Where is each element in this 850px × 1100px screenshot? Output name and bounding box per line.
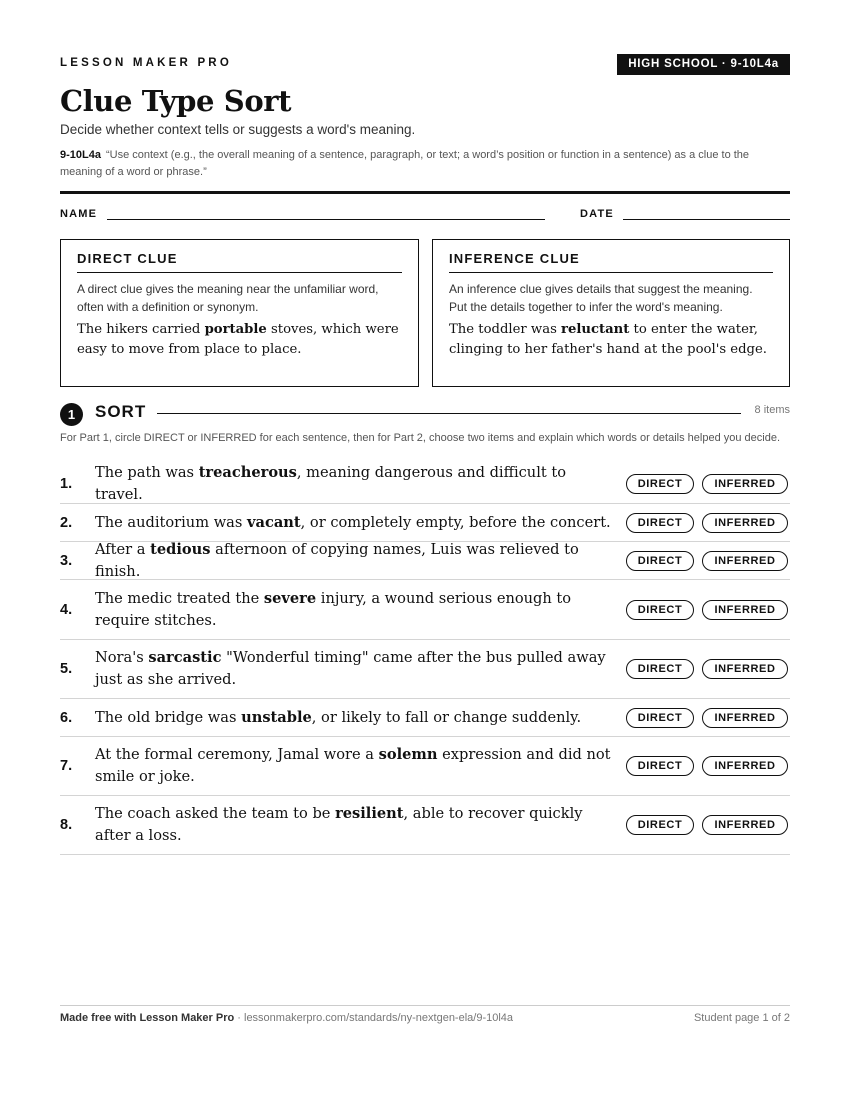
header-divider bbox=[60, 191, 790, 194]
choice-group bbox=[626, 659, 788, 679]
choice-group bbox=[626, 756, 788, 776]
direct-clue-description: A direct clue gives the meaning near the unfamiliar word, often with a definition or synonym. bbox=[77, 282, 379, 314]
direct-choice-button[interactable]: DIRECT bbox=[626, 815, 694, 835]
inference-clue-box bbox=[432, 239, 790, 387]
example-target-word: portable bbox=[204, 322, 267, 337]
section-title: SORT bbox=[95, 402, 147, 421]
direct-choice-button[interactable]: DIRECT bbox=[626, 708, 694, 728]
footer-credit bbox=[60, 1012, 513, 1024]
item-number: 1. bbox=[60, 476, 73, 492]
brand-name: LESSON MAKER PRO bbox=[60, 57, 232, 69]
choice-group bbox=[626, 600, 788, 620]
inference-clue-description: An inference clue gives details that suggest the meaning. Put the details together to infer the word's meaning. bbox=[449, 282, 753, 314]
item-sentence: At the formal ceremony, Jamal wore a solemn expression and did not smile or joke. bbox=[95, 746, 611, 785]
direct-choice-button[interactable]: DIRECT bbox=[626, 474, 694, 494]
direct-clue-example: The hikers carried portable stoves, which were easy to move from place to place. bbox=[77, 322, 399, 357]
inferred-choice-button[interactable]: INFERRED bbox=[702, 756, 788, 776]
target-word: sarcastic bbox=[148, 649, 222, 666]
item-row bbox=[60, 796, 790, 855]
item-sentence: The medic treated the severe injury, a wound serious enough to require stitches. bbox=[95, 589, 572, 629]
target-word: solemn bbox=[378, 746, 438, 763]
name-label: NAME bbox=[60, 208, 98, 220]
target-word: vacant bbox=[247, 513, 301, 531]
item-sentence: After a tedious afternoon of copying names, Luis was relieved to finish. bbox=[95, 540, 579, 580]
direct-choice-button[interactable]: DIRECT bbox=[626, 600, 694, 620]
page-title: Clue Type Sort bbox=[60, 84, 292, 118]
section-divider bbox=[157, 413, 741, 414]
choice-group bbox=[626, 474, 788, 494]
date-field[interactable] bbox=[623, 219, 790, 220]
item-row bbox=[60, 737, 790, 796]
standard-text bbox=[60, 147, 790, 181]
item-count: 8 items bbox=[754, 404, 790, 416]
choice-group bbox=[626, 513, 788, 533]
direct-clue-box bbox=[60, 239, 419, 387]
target-word: unstable bbox=[241, 708, 312, 726]
footer-divider bbox=[60, 1005, 790, 1006]
footer-url: · lessonmakerpro.com/standards/ny-nextgen-ela/9-10l4a bbox=[234, 1012, 514, 1024]
direct-choice-button[interactable]: DIRECT bbox=[626, 756, 694, 776]
item-row bbox=[60, 580, 790, 640]
inferred-choice-button[interactable]: INFERRED bbox=[702, 708, 788, 728]
inferred-choice-button[interactable]: INFERRED bbox=[702, 815, 788, 835]
choice-group bbox=[626, 551, 788, 571]
standard-quote: “Use context (e.g., the overall meaning of a sentence, paragraph, or text; a word’s position or function in a sentence) as a clue to the meaning of a word or phrase.” bbox=[60, 149, 750, 178]
item-number: 5. bbox=[60, 661, 73, 677]
item-list bbox=[60, 465, 790, 855]
level-badge: HIGH SCHOOL · 9-10L4a bbox=[617, 54, 790, 75]
footer-page-number: Student page 1 of 2 bbox=[693, 1012, 790, 1024]
inferred-choice-button[interactable]: INFERRED bbox=[702, 513, 788, 533]
target-word: treacherous bbox=[198, 464, 297, 481]
direct-choice-button[interactable]: DIRECT bbox=[626, 551, 694, 571]
item-row bbox=[60, 542, 790, 580]
target-word: severe bbox=[263, 589, 317, 607]
item-number: 2. bbox=[60, 514, 73, 531]
date-label: DATE bbox=[580, 208, 614, 220]
item-number: 8. bbox=[60, 817, 73, 833]
choice-group bbox=[626, 815, 788, 835]
item-row bbox=[60, 465, 790, 504]
item-number: 7. bbox=[60, 758, 73, 774]
item-sentence: The coach asked the team to be resilient, able to recover quickly after a loss. bbox=[95, 805, 583, 844]
item-number: 6. bbox=[60, 709, 73, 726]
footer-made-with: Made free with Lesson Maker Pro bbox=[60, 1012, 235, 1024]
inference-clue-heading: INFERENCE CLUE bbox=[449, 251, 773, 273]
inferred-choice-button[interactable]: INFERRED bbox=[702, 551, 788, 571]
choice-group bbox=[626, 708, 788, 728]
item-sentence: The auditorium was vacant, or completely empty, before the concert. bbox=[95, 513, 611, 531]
item-sentence: The path was treacherous, meaning dangerous and difficult to travel. bbox=[95, 464, 567, 503]
item-sentence: Nora's sarcastic "Wonderful timing" came after the bus pulled away just as she arrived. bbox=[95, 649, 606, 688]
item-sentence: The old bridge was unstable, or likely to fall or change suddenly. bbox=[95, 708, 582, 726]
item-number: 3. bbox=[60, 552, 73, 569]
standard-code: 9-10L4a bbox=[60, 149, 101, 161]
section-number-badge: 1 bbox=[60, 403, 83, 426]
inferred-choice-button[interactable]: INFERRED bbox=[702, 600, 788, 620]
item-number: 4. bbox=[60, 601, 73, 618]
item-row bbox=[60, 640, 790, 699]
target-word: resilient bbox=[335, 805, 404, 822]
direct-clue-heading: DIRECT CLUE bbox=[77, 251, 402, 273]
inferred-choice-button[interactable]: INFERRED bbox=[702, 474, 788, 494]
direct-choice-button[interactable]: DIRECT bbox=[626, 513, 694, 533]
worksheet-page bbox=[60, 0, 790, 1100]
direct-choice-button[interactable]: DIRECT bbox=[626, 659, 694, 679]
section-instructions: For Part 1, circle DIRECT or INFERRED for each sentence, then for Part 2, choose two items and explain which words or details helped you decide. bbox=[60, 432, 781, 444]
item-row bbox=[60, 699, 790, 737]
target-word: tedious bbox=[150, 540, 211, 558]
example-target-word: reluctant bbox=[561, 322, 630, 337]
page-subtitle: Decide whether context tells or suggests a word's meaning. bbox=[60, 122, 416, 137]
inferred-choice-button[interactable]: INFERRED bbox=[702, 659, 788, 679]
item-row bbox=[60, 504, 790, 542]
inference-clue-example: The toddler was reluctant to enter the water, clinging to her father's hand at the pool's edge. bbox=[449, 322, 767, 357]
name-field[interactable] bbox=[107, 219, 545, 220]
